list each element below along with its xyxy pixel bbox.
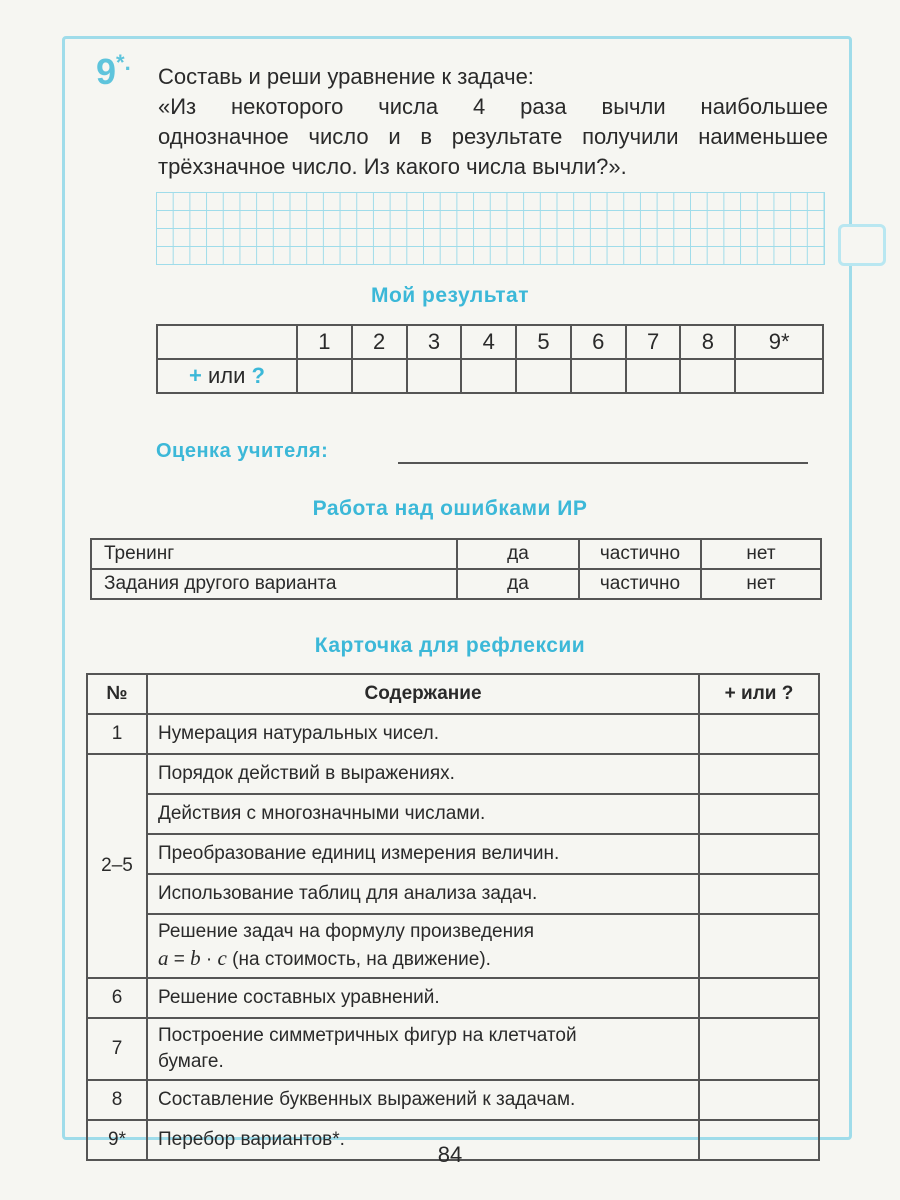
reflection-row-content: Перебор вариантов*. <box>147 1120 699 1160</box>
errors-table <box>90 538 822 600</box>
result-cell-8[interactable] <box>680 359 735 393</box>
errors-row-label: Задания другого варианта <box>91 569 457 599</box>
result-col-6: 6 <box>571 325 626 359</box>
formula-line-2: a = b · c (на стоимость, на движение). <box>158 946 491 970</box>
result-cell-9[interactable] <box>735 359 823 393</box>
result-col-4: 4 <box>461 325 516 359</box>
reflection-row <box>87 978 819 1018</box>
task-line-1: Составь и реши уравнение к задаче: <box>158 64 534 89</box>
result-corner-cell <box>157 325 297 359</box>
result-mark-row <box>157 359 823 393</box>
result-title: Мой результат <box>370 284 530 307</box>
reflection-header-mark: + или ? <box>699 674 819 714</box>
formula-line-1: Решение задач на формулу произведения <box>158 921 535 942</box>
task-line-2: «Из некоторого числа 4 раза вычли наибольшее <box>158 94 828 119</box>
errors-title: Работа над ошибками ИР <box>312 497 588 520</box>
reflection-row-content: Составление буквенных выражений к задачам. <box>147 1080 699 1120</box>
reflection-row-num: 9* <box>87 1120 147 1160</box>
result-col-3: 3 <box>407 325 462 359</box>
errors-row-label: Тренинг <box>91 539 457 569</box>
result-cell-5[interactable] <box>516 359 571 393</box>
reflection-row <box>87 754 819 794</box>
result-cell-3[interactable] <box>407 359 462 393</box>
reflection-header-content: Содержание <box>147 674 699 714</box>
result-col-9: 9* <box>735 325 823 359</box>
reflection-row-mark[interactable] <box>699 754 819 794</box>
result-col-2: 2 <box>352 325 407 359</box>
reflection-row-content: Действия с многозначными числами. <box>147 794 699 834</box>
reflection-header-num: № <box>87 674 147 714</box>
errors-option-no[interactable]: нет <box>701 569 821 599</box>
var-b: b <box>190 946 201 970</box>
var-c: c <box>217 946 227 970</box>
reflection-row-content: Построение симметричных фигур на клетчатой бумаге. <box>147 1018 699 1080</box>
teacher-grade-line[interactable] <box>398 462 808 464</box>
var-a: a <box>158 946 169 970</box>
result-cell-7[interactable] <box>626 359 681 393</box>
reflection-table <box>86 673 820 1161</box>
result-col-5: 5 <box>516 325 571 359</box>
reflection-row-mark[interactable] <box>699 834 819 874</box>
result-col-1: 1 <box>297 325 352 359</box>
reflection-row <box>87 874 819 914</box>
result-cell-6[interactable] <box>571 359 626 393</box>
result-cell-4[interactable] <box>461 359 516 393</box>
reflection-row-mark[interactable] <box>699 874 819 914</box>
page-number: 84 <box>437 1142 463 1167</box>
task-line-4: трёхзначное число. Из какого числа вычли?». <box>158 154 627 179</box>
reflection-row-num: 1 <box>87 714 147 754</box>
result-header-row <box>157 325 823 359</box>
errors-option-partly[interactable]: частично <box>579 569 701 599</box>
reflection-header-row <box>87 674 819 714</box>
reflection-row-num: 2–5 <box>87 754 147 978</box>
result-cell-2[interactable] <box>352 359 407 393</box>
reflection-row-mark[interactable] <box>699 714 819 754</box>
reflection-row-mark[interactable] <box>699 1080 819 1120</box>
reflection-row-mark[interactable] <box>699 1018 819 1080</box>
side-tab <box>838 224 886 266</box>
reflection-row-content: Преобразование единиц измерения величин. <box>147 834 699 874</box>
errors-option-yes[interactable]: да <box>457 569 579 599</box>
reflection-row <box>87 1018 819 1080</box>
errors-option-no[interactable]: нет <box>701 539 821 569</box>
reflection-row-content: Решение составных уравнений. <box>147 978 699 1018</box>
reflection-row-num: 8 <box>87 1080 147 1120</box>
reflection-row-content: Нумерация натуральных чисел. <box>147 714 699 754</box>
errors-option-yes[interactable]: да <box>457 539 579 569</box>
reflection-row <box>87 914 819 978</box>
reflection-row-num: 6 <box>87 978 147 1018</box>
errors-row <box>91 569 821 599</box>
teacher-grade-label: Оценка учителя: <box>156 440 329 462</box>
result-table <box>156 324 824 394</box>
reflection-row-num: 7 <box>87 1018 147 1080</box>
result-cell-1[interactable] <box>297 359 352 393</box>
errors-row <box>91 539 821 569</box>
reflection-row <box>87 1080 819 1120</box>
task-number: 9*. <box>96 50 131 92</box>
reflection-row <box>87 834 819 874</box>
reflection-row-content <box>147 914 699 978</box>
reflection-title: Карточка для рефлексии <box>314 634 586 657</box>
reflection-row <box>87 714 819 754</box>
result-col-8: 8 <box>680 325 735 359</box>
task-line-3: однозначное число и в результате получили наименьшее <box>158 124 828 149</box>
reflection-row <box>87 794 819 834</box>
reflection-row-mark[interactable] <box>699 914 819 978</box>
reflection-row-mark[interactable] <box>699 794 819 834</box>
result-row-label: + или ? <box>157 359 297 393</box>
reflection-row-mark[interactable] <box>699 978 819 1018</box>
reflection-row-content: Использование таблиц для анализа задач. <box>147 874 699 914</box>
errors-option-partly[interactable]: частично <box>579 539 701 569</box>
reflection-row-content: Порядок действий в выражениях. <box>147 754 699 794</box>
answer-grid[interactable] <box>156 192 825 265</box>
result-col-7: 7 <box>626 325 681 359</box>
task-text <box>158 62 828 182</box>
